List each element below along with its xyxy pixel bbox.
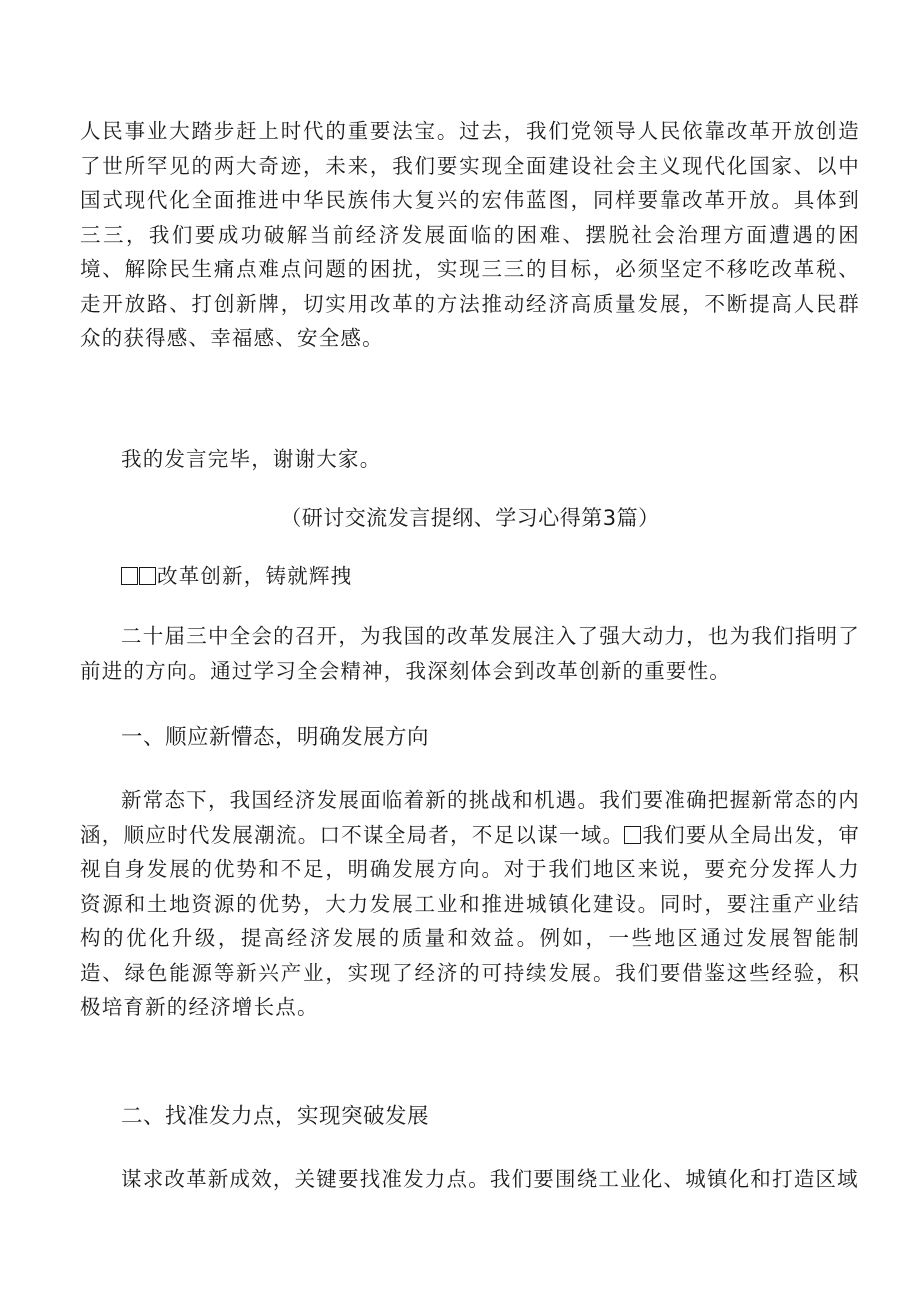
paragraph-section-2: 谋求改革新成效，关键要找准发力点。我们要围绕工业化、城镇化和打造区域 [121,1167,859,1191]
missing-glyph-box-icon [121,567,138,585]
article-title: （研讨交流发言提纲、学习心得第3篇） [280,506,660,530]
article-subtitle [80,559,860,594]
paragraph-intro: 二十届三中全会的召开，为我国的改革发展注入了强大动力，也为我们指明了前进的方向。通过学习全会精神，我深刻体会到改革创新的重要性。 [80,624,860,683]
section-heading-2: 二、找准发力点，实现突破发展 [121,1104,430,1129]
paragraph-reform-opening: 人民事业大踏步赶上时代的重要法宝。过去，我们党领导人民依靠改革开放创造了世所罕见的两大奇迹，未来，我们要实现全面建设社会主义现代化国家、以中国式现代化全面推进中华民族伟大复兴的宏伟蓝图，同样要靠改革开放。具体到三三，我们要成功破解当前经济发展面临的困难、摆脱社会治理方面遭遇的困境、解除民生痛点难点问题的困扰，实现三三的目标，必须坚定不移吃改革税、走开放路、打创新牌，切实用改革的方法推动经济高质量发展，不断提高人民群众的获得感、幸福感、安全感。 [80,119,860,350]
paragraph-section-1-part-b: 我们要从全局出发，审视自身发展的优势和不足，明确发展方向。对于我们地区来说，要充分发挥人力资源和土地资源的优势，大力发展工业和推进城镇化建设。同时，要注重产业结构的优化升级，提高经济发展的质量和效益。例如，一些地区通过发展智能制造、绿色能源等新兴产业，实现了经济的可持续发展。我们要借鉴这些经验，积极培育新的经济增长点。 [80,822,861,1019]
article-subtitle-text: 改革创新，铸就辉拽 [157,564,353,588]
missing-glyph-box-icon [624,826,641,844]
paragraph-section-1-part-a: 新常态下，我国经济发展面临着新的挑战和机遇。我们要准确把握新常态的内涵，顺应时代发展潮流。口不谋全局者，不足以谋一域。 [80,788,860,847]
section-heading-1: 一、顺应新懵态，明确发展方向 [121,725,430,750]
paragraph-closing-remarks: 我的发言完毕，谢谢大家。 [121,447,382,471]
paragraph-section-1 [80,783,860,1025]
missing-glyph-box-icon [139,567,156,585]
